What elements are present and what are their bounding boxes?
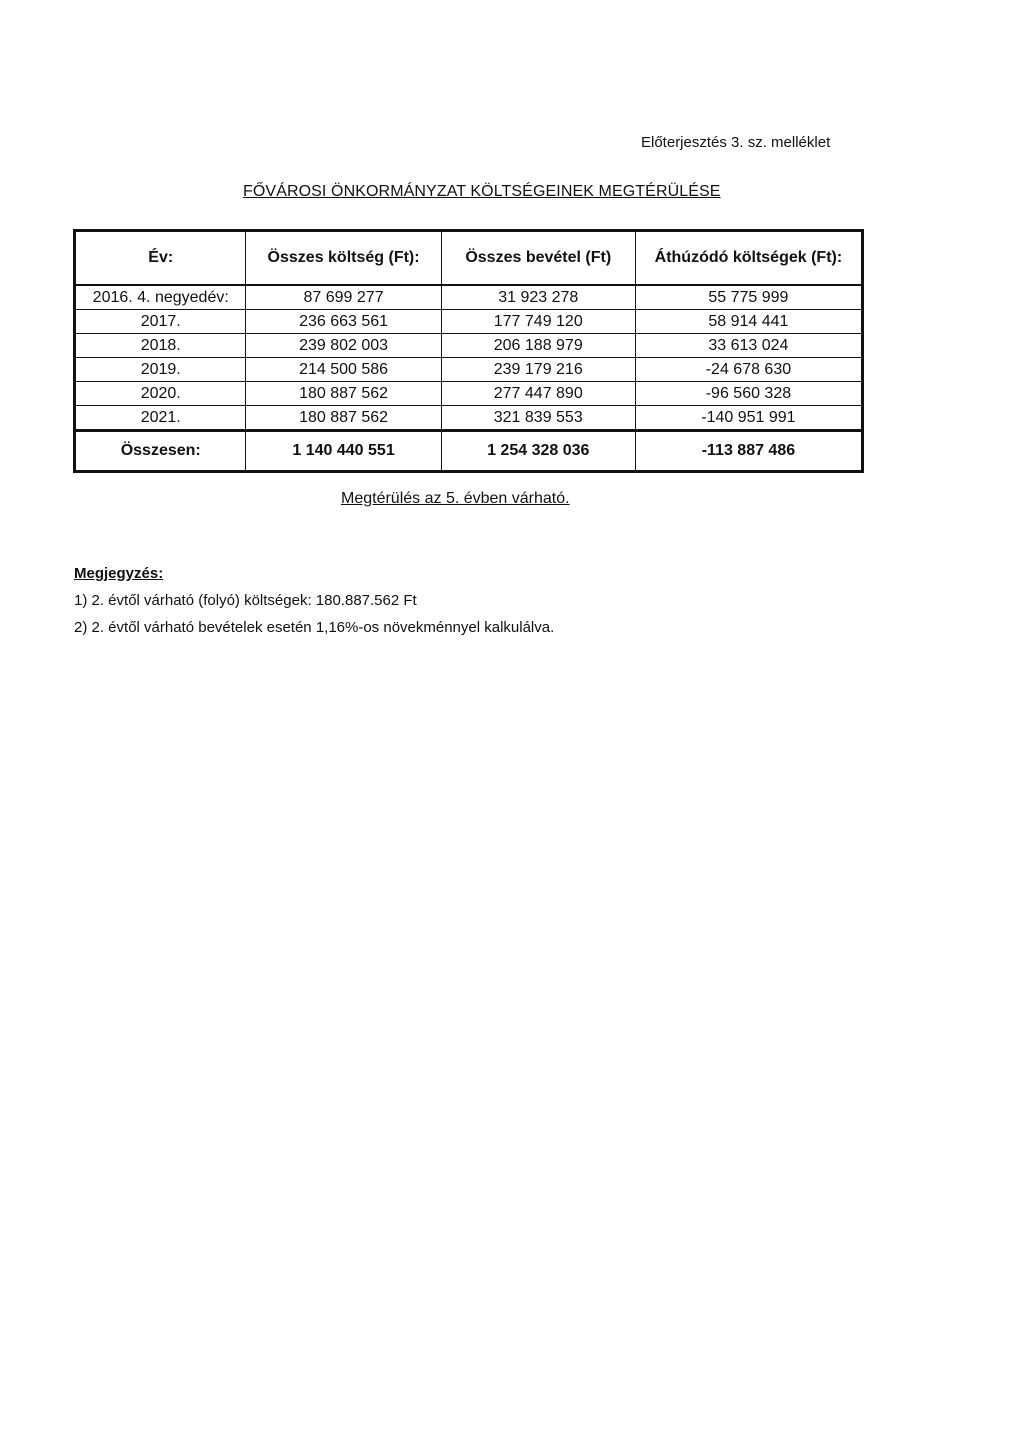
table-row — [75, 358, 863, 382]
attachment-label: Előterjesztés 3. sz. melléklet — [641, 134, 831, 151]
note-item: 2) 2. évtől várható bevételek esetén 1,16%-os növekménnyel kalkulálva. — [74, 619, 555, 636]
cell-total-revenue: 321 839 553 — [441, 406, 635, 431]
column-header-total-revenue: Összes bevétel (Ft) — [441, 231, 635, 286]
total-revenue: 1 254 328 036 — [441, 431, 635, 472]
table-row — [75, 310, 863, 334]
cell-total-cost: 214 500 586 — [246, 358, 441, 382]
table-row — [75, 285, 863, 310]
total-label: Összesen: — [75, 431, 246, 472]
recovery-conclusion: Megtérülés az 5. évben várható. — [341, 490, 570, 507]
note-item: 1) 2. évtől várható (folyó) költségek: 180.887.562 Ft — [74, 592, 417, 609]
cell-total-revenue: 206 188 979 — [441, 334, 635, 358]
cell-carried-cost: -24 678 630 — [635, 358, 862, 382]
cell-year: 2017. — [75, 310, 246, 334]
cell-carried-cost: 58 914 441 — [635, 310, 862, 334]
column-header-total-cost: Összes költség (Ft): — [246, 231, 441, 286]
cell-carried-cost: 55 775 999 — [635, 285, 862, 310]
table-total-row — [75, 431, 863, 472]
table-header-row — [75, 231, 863, 286]
column-header-year: Év: — [75, 231, 246, 286]
cell-carried-cost: 33 613 024 — [635, 334, 862, 358]
document-title: FŐVÁROSI ÖNKORMÁNYZAT KÖLTSÉGEINEK MEGTÉRÜLÉSE — [243, 183, 721, 200]
table-row — [75, 406, 863, 431]
cell-year: 2019. — [75, 358, 246, 382]
cell-year: 2021. — [75, 406, 246, 431]
cell-total-cost: 180 887 562 — [246, 382, 441, 406]
column-header-carried-cost: Áthúzódó költségek (Ft): — [635, 231, 862, 286]
cell-year: 2016. 4. negyedév: — [75, 285, 246, 310]
cell-total-revenue: 277 447 890 — [441, 382, 635, 406]
cell-total-cost: 239 802 003 — [246, 334, 441, 358]
cell-carried-cost: -96 560 328 — [635, 382, 862, 406]
cell-total-cost: 87 699 277 — [246, 285, 441, 310]
cell-carried-cost: -140 951 991 — [635, 406, 862, 431]
table-row — [75, 382, 863, 406]
notes-heading: Megjegyzés: — [74, 565, 164, 582]
cell-total-revenue: 239 179 216 — [441, 358, 635, 382]
table-row — [75, 334, 863, 358]
total-carried-cost: -113 887 486 — [635, 431, 862, 472]
cell-total-cost: 180 887 562 — [246, 406, 441, 431]
cell-year: 2020. — [75, 382, 246, 406]
cell-total-revenue: 31 923 278 — [441, 285, 635, 310]
cell-total-revenue: 177 749 120 — [441, 310, 635, 334]
cell-year: 2018. — [75, 334, 246, 358]
total-cost: 1 140 440 551 — [246, 431, 441, 472]
cell-total-cost: 236 663 561 — [246, 310, 441, 334]
cost-recovery-table — [73, 229, 864, 473]
